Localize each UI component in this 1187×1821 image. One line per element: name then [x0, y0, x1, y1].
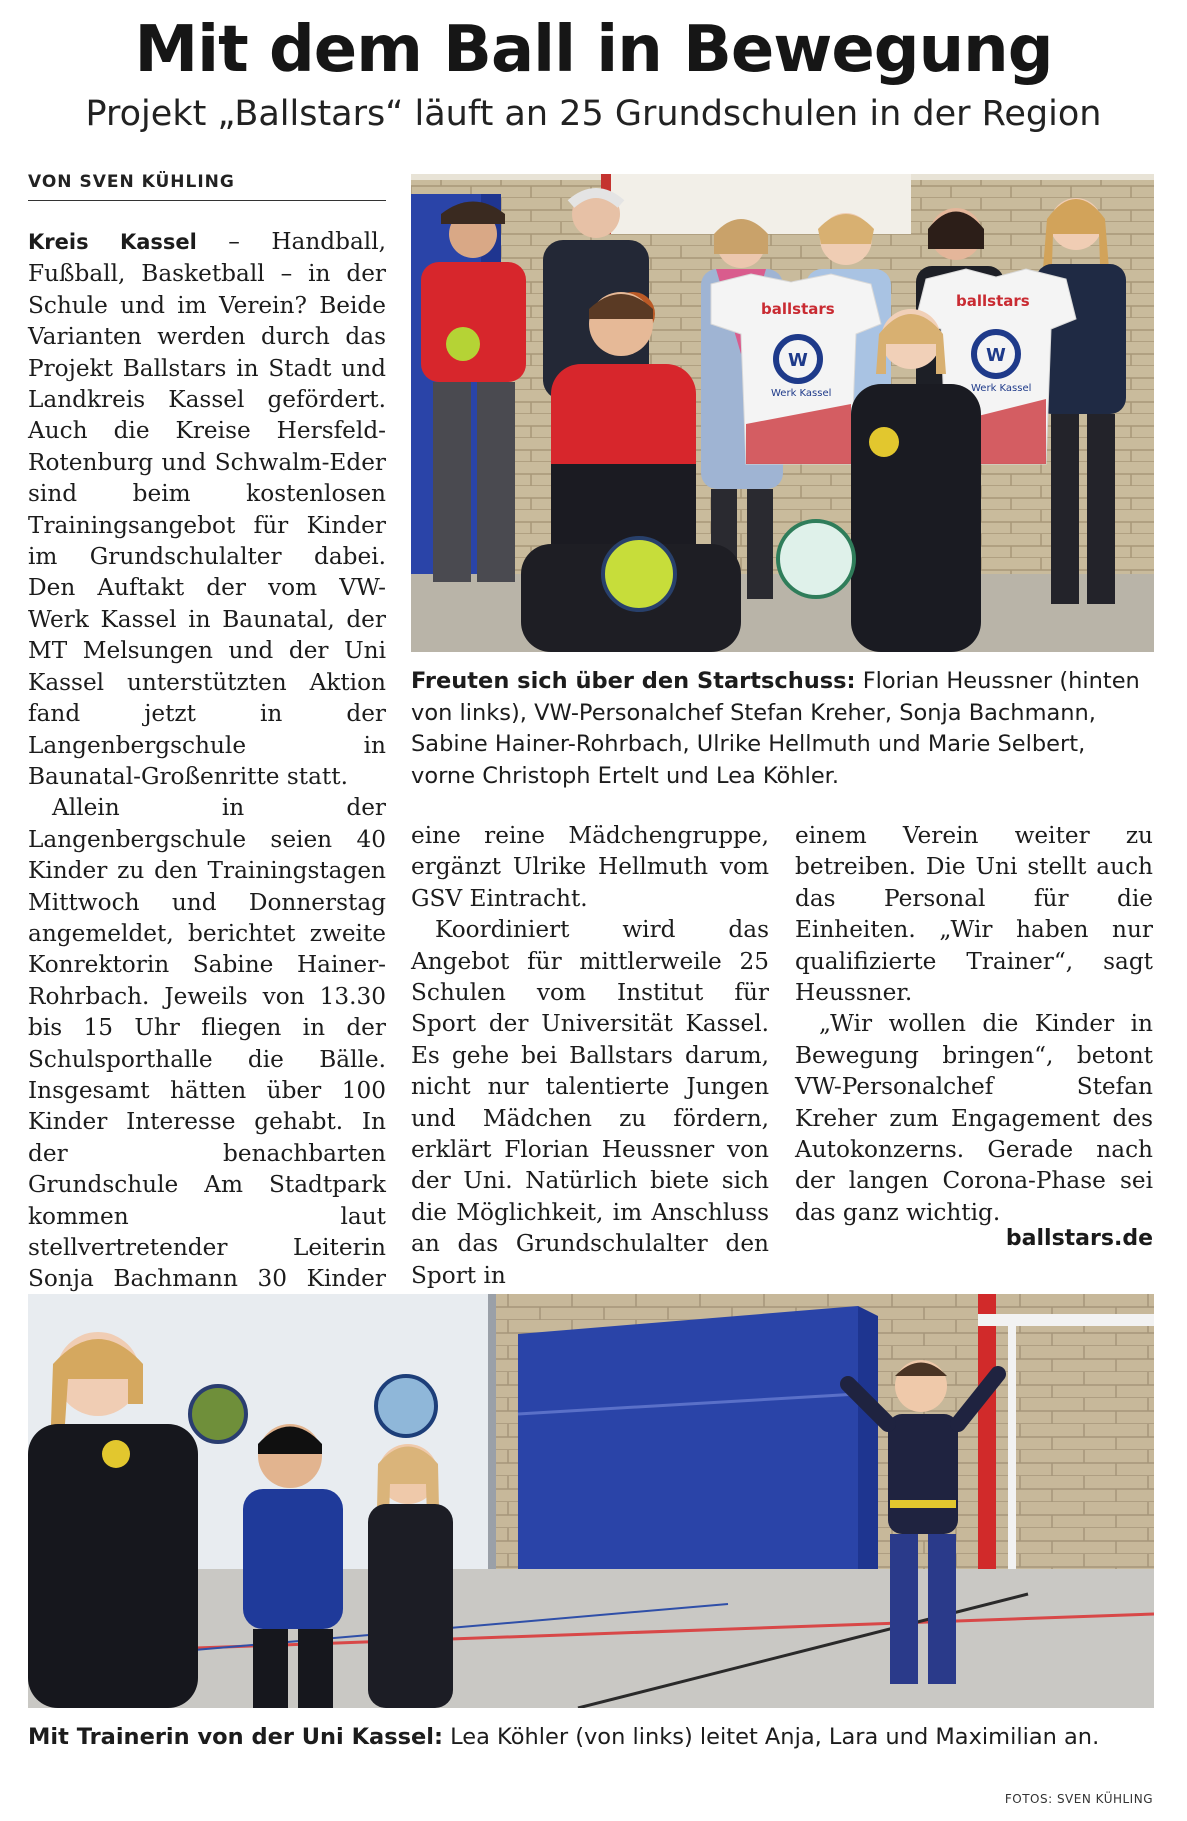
jersey-logo-text-left: ballstars: [761, 300, 835, 318]
photo-1-caption: [411, 666, 1154, 792]
svg-text:W: W: [788, 350, 808, 371]
jersey-sub-text-left: Werk Kassel: [771, 388, 832, 399]
photo-1-caption-text: Florian Heussner (hinten von links), VW-Personalchef Stefan Kreher, Sonja Bachmann, Sabine Hainer-Rohrbach, Ulrike Hellmuth und Marie Selbert, vorne Christoph Ertelt und Lea Köhler.: [411, 668, 1140, 789]
paragraph-2: Allein in der Langenbergschule seien 40 Kinder zu den Trainingstagen Mittwoch und Donnerstag angemeldet, berichtet zweite Konrektorin Sabine Hainer-Rohrbach. Jeweils von 13.30 bis 15 Uhr fliegen in der Schulsporthalle die Bälle. Insgesamt hätten über 100 Kinder Interesse gehabt. In der benachbarten Grundschule Am Stadtpark kommen laut stellvertretender Leiterin Sonja Bachmann 30 Kinder: [28, 794, 386, 1293]
article-column-1: [28, 226, 386, 1358]
photo-credit: FOTOS: SVEN KÜHLING: [1004, 1792, 1153, 1806]
training-photo: [28, 1294, 1154, 1708]
paragraph-5: einem Verein weiter zu betreiben. Die Uni stellt auch das Personal für die Einheiten. „Wir haben nur qualifizierte Trainer“, sagt Heussner.: [795, 822, 1153, 1007]
article-column-2: [411, 820, 769, 1291]
byline: VON SVEN KÜHLING: [28, 172, 386, 201]
lead-paragraph: [28, 226, 386, 792]
training-photo-illustration: [28, 1294, 1154, 1708]
group-photo: [411, 174, 1154, 652]
jersey-sub-text-right: Werk Kassel: [971, 383, 1032, 394]
article-subheadline: Projekt „Ballstars“ läuft an 25 Grundschulen in der Region: [85, 94, 1102, 134]
paragraph-3: eine reine Mädchengruppe, ergänzt Ulrike Hellmuth vom GSV Eintracht.: [411, 822, 769, 912]
jersey-logo-text-right: ballstars: [956, 292, 1030, 310]
paragraph-6: „Wir wollen die Kinder in Bewegung bringen“, betont VW-Personalchef Stefan Kreher zum Engagement des Autokonzerns. Gerade nach der langen Corona-Phase sei das ganz wichtig.: [795, 1010, 1153, 1226]
blue-wall-mat: [518, 1306, 878, 1612]
lead-text: – Handball, Fußball, Basketball – in der Schule und im Verein? Beide Varianten werden durch das Projekt Ballstars in Stadt und Landkreis Kassel gefördert. Auch die Kreise Hersfeld-Rotenburg und Schwalm-Eder sind beim kostenlosen Trainingsangebot für Kinder im Grundschulalter dabei. Den Auftakt der vom VW-Werk Kassel in Baunatal, der MT Melsungen und der Uni Kassel unterstützten Aktion fand jetzt in der Langenbergschule in Baunatal-Großenritte statt.: [28, 228, 387, 790]
photo-1-caption-lead: Freuten sich über den Startschuss:: [411, 668, 856, 694]
photo-2-caption-lead: Mit Trainerin von der Uni Kassel:: [28, 1724, 443, 1750]
group-photo-illustration: [411, 174, 1154, 652]
photo-2-caption-text: Lea Köhler (von links) leitet Anja, Lara und Maximilian an.: [442, 1724, 1100, 1750]
article-column-3: [795, 820, 1153, 1228]
svg-text:W: W: [986, 345, 1006, 366]
dateline: Kreis Kassel: [28, 230, 197, 254]
web-link[interactable]: ballstars.de: [1005, 1226, 1153, 1251]
photo-2-caption: [28, 1722, 1154, 1754]
paragraph-4: Koordiniert wird das Angebot für mittlerweile 25 Schulen vom Institut für Sport der Universität Kassel. Es gehe bei Ballstars darum, nicht nur talentierte Jungen und Mädchen zu fördern, erklärt Florian Heussner von der Uni. Natürlich biete sich die Möglichkeit, im Anschluss an das Grundschulalter den Sport in: [411, 916, 769, 1289]
article-headline: Mit dem Ball in Bewegung: [134, 13, 1053, 87]
